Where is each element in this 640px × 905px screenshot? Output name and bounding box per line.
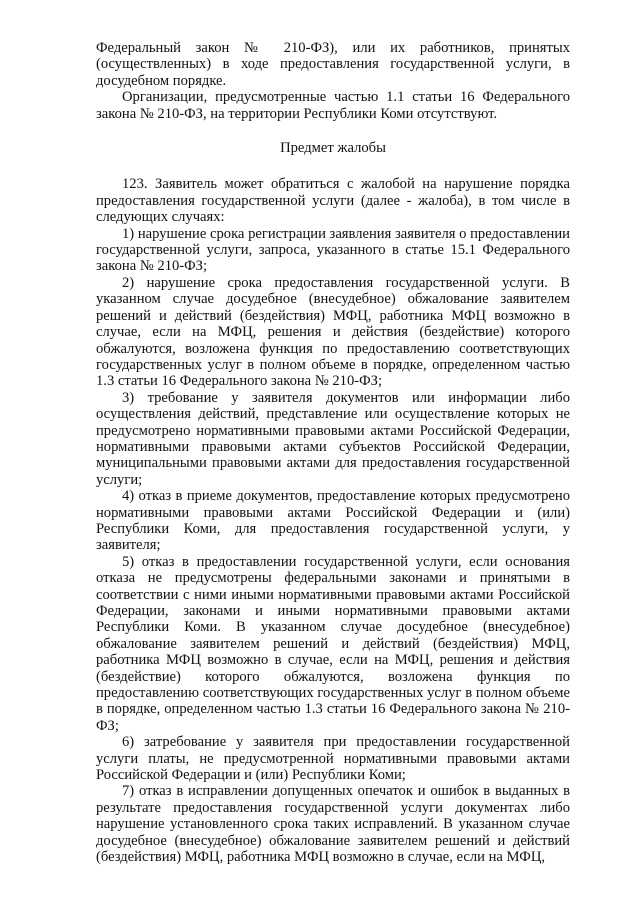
intro-continuation-paragraph: Федеральный закон № 210-ФЗ), или их работников, принятых (осуществленных) в ходе предоставления государственной услуги, в досудебном порядке. bbox=[96, 40, 570, 89]
paragraph-123: 123. Заявитель может обратиться с жалобой на нарушение порядка предоставления государственной услуги (далее - жалоба), в том числе в следующих случаях: bbox=[96, 176, 570, 226]
list-item-1: 1) нарушение срока регистрации заявления заявителя о предоставлении государственной услуги, запроса, указанного в статье 15.1 Федерального закона № 210-ФЗ; bbox=[96, 225, 570, 275]
list-item-7: 7) отказ в исправлении допущенных опечаток и ошибок в выданных в результате предоставления государственной услуги документах либо нарушение установленного срока таких исправлений. В указанном случае досудебное (внесудебное) обжалование заявителем решений и действий (бездействия) МФЦ, работника МФЦ возможно в случае, если на МФЦ, bbox=[96, 783, 570, 866]
list-item-4: 4) отказ в приеме документов, предоставление которых предусмотрено нормативными правовыми актами Российской Федерации и (или) Республики Коми, для предоставления государственной услуги, у заявителя; bbox=[96, 488, 570, 554]
list-item-2: 2) нарушение срока предоставления государственной услуги. В указанном случае досудебное (внесудебное) обжалование заявителем решений и действий (бездействия) МФЦ, работника МФЦ возможно в случае, если на МФЦ, решения и действия (бездействие) которого обжалуются, возложена функция по предоставлению соответствующих государственных услуг в полном объеме в порядке, определенном частью 1.3 статьи 16 Федерального закона № 210-ФЗ; bbox=[96, 274, 570, 390]
document-body bbox=[96, 40, 570, 866]
list-item-6: 6) затребование у заявителя при предоставлении государственной услуги платы, не предусмотренной нормативными правовыми актами Российской Федерации и (или) Республики Коми; bbox=[96, 734, 570, 784]
organizations-note-paragraph: Организации, предусмотренные частью 1.1 статьи 16 Федерального закона № 210-ФЗ, на территории Республики Коми отсутствуют. bbox=[96, 89, 570, 122]
list-item-5: 5) отказ в предоставлении государственной услуги, если основания отказа не предусмотрены федеральными законами и принятыми в соответствии с ними иными нормативными правовыми актами Российской Федерации, законами и иными нормативными правовыми актами Республики Коми. В указанном случае досудебное (внесудебное) обжалование заявителем решений и действий (бездействия) МФЦ, работника МФЦ возможно в случае, если на МФЦ, решения и действия (бездействие) которого обжалуются, возложена функция по предоставлению соответствующих государственных услуг в полном объеме в порядке, определенном частью 1.3 статьи 16 Федерального закона № 210-ФЗ; bbox=[96, 553, 570, 734]
section-heading: Предмет жалобы bbox=[280, 140, 386, 157]
list-item-3: 3) требование у заявителя документов или информации либо осуществления действий, представление или осуществление которых не предусмотрено нормативными правовыми актами Российской Федерации, нормативными правовыми актами субъектов Российской Федерации, муниципальными правовыми актами для предоставления государственной услуги; bbox=[96, 389, 570, 488]
